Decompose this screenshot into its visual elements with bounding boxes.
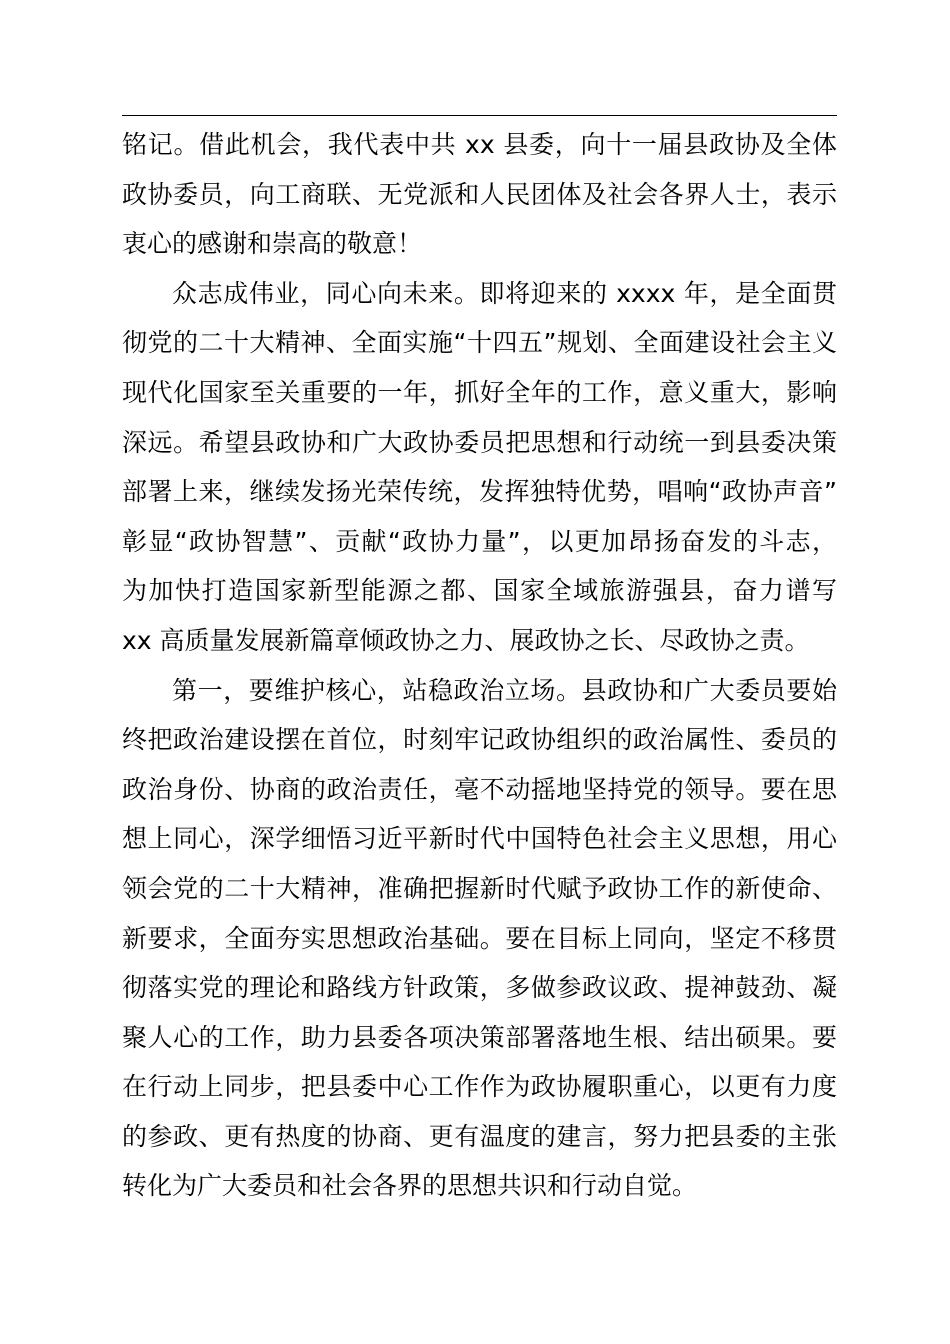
- text-line: 彻党的二十大精神、全面实施“十四五”规划、全面建设社会主义: [122, 328, 837, 358]
- text-line: 为加快打造国家新型能源之都、国家全域旅游强县，奋力谱写: [122, 576, 837, 606]
- text-line: 衷心的感谢和崇高的敬意！: [122, 229, 423, 259]
- header-rule: [122, 115, 837, 116]
- text-line: 现代化国家至关重要的一年，抓好全年的工作，意义重大，影响: [122, 377, 837, 407]
- text-line: 想上同心，深学细悟习近平新时代中国特色社会主义思想，用心: [122, 824, 837, 854]
- text-line: 的参政、更有热度的协商、更有温度的建言，努力把县委的主张: [122, 1121, 837, 1151]
- text-line: 第一，要维护核心，站稳政治立场。县政协和广大委员要始: [172, 675, 837, 705]
- text-line: 转化为广大委员和社会各界的思想共识和行动自觉。: [122, 1171, 698, 1201]
- text-line: 政协委员，向工商联、无党派和人民团体及社会各界人士，表示: [122, 179, 837, 209]
- text-line: 铭记。借此机会，我代表中共 xx 县委，向十一届县政协及全体: [122, 130, 837, 159]
- text-line: xx 高质量发展新篇章倾政协之力、展政协之长、尽政协之责。: [122, 625, 810, 655]
- text-line: 彻落实党的理论和路线方针政策，多做参政议政、提神鼓劲、凝: [122, 973, 837, 1003]
- text-line: 彰显“政协智慧”、贡献“政协力量”，以更加昂扬奋发的斗志，: [122, 526, 837, 556]
- text-line: 新要求，全面夯实思想政治基础。要在目标上同向，坚定不移贯: [122, 923, 837, 953]
- text-line: 终把政治建设摆在首位，时刻牢记政协组织的政治属性、委员的: [122, 725, 837, 755]
- text-line: 领会党的二十大精神，准确把握新时代赋予政协工作的新使命、: [122, 873, 837, 903]
- text-line: 深远。希望县政协和广大政协委员把思想和行动统一到县委决策: [122, 427, 837, 457]
- text-line: 部署上来，继续发扬光荣传统，发挥独特优势，唱响“政协声音”: [122, 477, 837, 507]
- text-line: 政治身份、协商的政治责任，毫不动摇地坚持党的领导。要在思: [122, 774, 837, 804]
- text-line: 聚人心的工作，助力县委各项决策部署落地生根、结出硕果。要: [122, 1022, 837, 1052]
- body-text: [122, 120, 837, 1211]
- text-line: 在行动上同步，把县委中心工作作为政协履职重心，以更有力度: [122, 1072, 837, 1102]
- text-line: 众志成伟业，同心向未来。即将迎来的 xxxx 年，是全面贯: [172, 278, 837, 308]
